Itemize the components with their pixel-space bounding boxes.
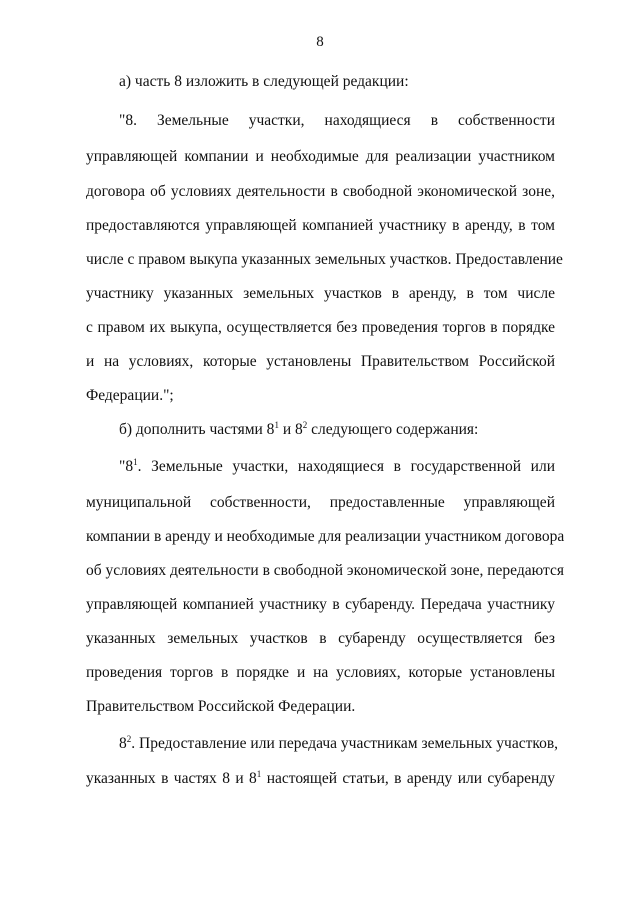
paragraph-line: а) часть 8 изложить в следующей редакции: (119, 73, 409, 90)
paragraph-line: участнику указанных земельных участков в аренду, в том числе (86, 285, 555, 302)
paragraph-line: и на условиях, которые установлены Правительством Российской (86, 353, 555, 370)
page-number: 8 (316, 34, 324, 50)
paragraph-line: с правом их выкупа, осуществляется без проведения торгов в порядке (86, 319, 555, 336)
paragraph-line: числе с правом выкупа указанных земельных участков. Предоставление (86, 251, 563, 268)
paragraph-line: $8^2$. Предоставление или передача участникам земельных участков, (119, 734, 559, 752)
paragraph-line: управляющей компанией участнику в субаренду. Передача участнику (86, 596, 555, 613)
paragraph-line: "8. Земельные участки, находящиеся в собственности (119, 112, 555, 129)
paragraph-line: указанных в частях 8 и $8^1$ настоящей статьи, в аренду или субаренду (86, 769, 555, 787)
paragraph-line: компании в аренду и необходимые для реализации участником договора (86, 528, 565, 545)
paragraph-line: б) дополнить частями $8^1$ и $8^2$ следующего содержания: (119, 420, 479, 438)
paragraph-line: Федерации."; (86, 387, 174, 404)
paragraph-line: "$8^1$. Земельные участки, находящиеся в государственной или (119, 457, 555, 475)
paragraph-line: договора об условиях деятельности в свободной экономической зоне, (86, 183, 555, 200)
paragraph-line: муниципальной собственности, предоставленные управляющей (86, 494, 555, 511)
paragraph-line: Правительством Российской Федерации. (86, 698, 356, 715)
paragraph-line: указанных земельных участков в субаренду осуществляется без (86, 630, 555, 647)
paragraph-line: управляющей компании и необходимые для реализации участником (86, 148, 555, 165)
paragraph-line: предоставляются управляющей компанией участнику в аренду, в том (86, 217, 555, 234)
paragraph-line: проведения торгов в порядке и на условиях, которые установлены (86, 664, 555, 681)
paragraph-line: об условиях деятельности в свободной экономической зоне, передаются (86, 562, 564, 579)
